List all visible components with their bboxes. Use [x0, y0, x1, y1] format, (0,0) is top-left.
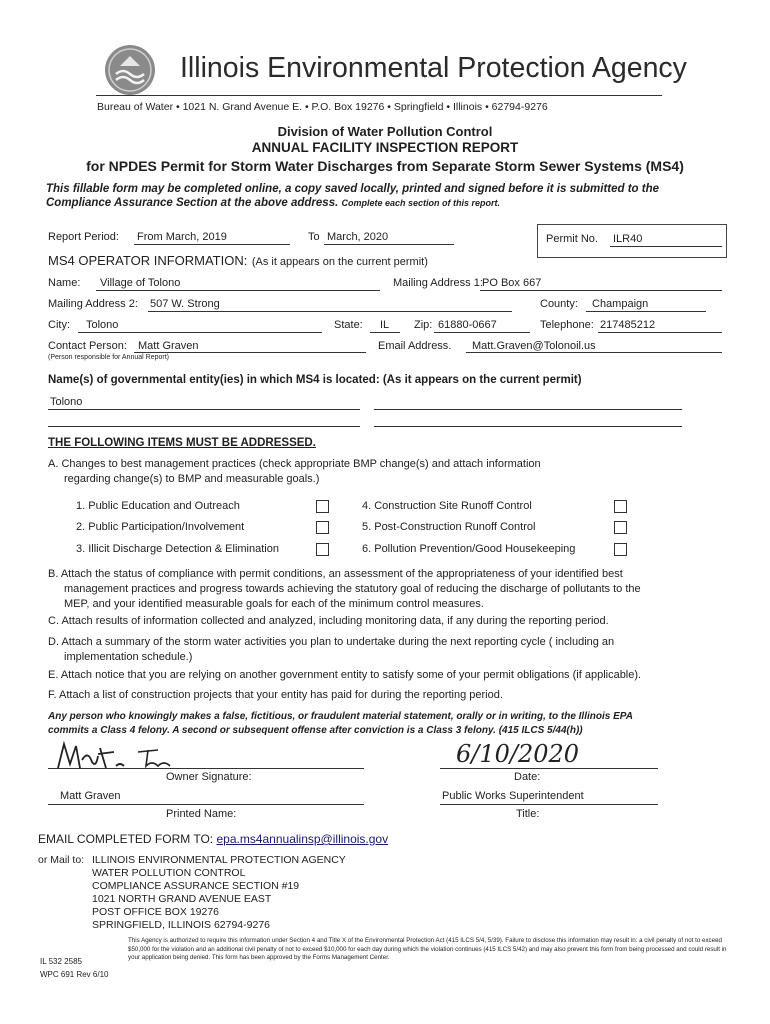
county-value[interactable]: Champaign [592, 298, 649, 310]
mail-address-line-1: ILLINOIS ENVIRONMENTAL PROTECTION AGENCY [92, 854, 346, 866]
telephone-label: Telephone: [540, 319, 594, 331]
permit-number[interactable]: ILR40 [613, 233, 643, 245]
items-heading: THE FOLLOWING ITEMS MUST BE ADDRESSED. [48, 437, 316, 449]
permit-label: Permit No. [546, 233, 598, 245]
report-period-to[interactable]: March, 2020 [327, 231, 389, 243]
mailing-address-2-value[interactable]: 507 W. Strong [150, 298, 220, 310]
bmp-checkbox-1[interactable] [316, 500, 329, 513]
contact-label: Contact Person: [48, 340, 127, 352]
bmp-item-4: 4. Construction Site Runoff Control [362, 500, 532, 512]
item-b-line3: MEP, and your identified measurable goals for each of the minimum control measures. [64, 598, 484, 610]
warning-line1: Any person who knowingly makes a false, fictitious, or fraudulent material statement, orally or in writing, to the Illinois EPA [48, 711, 633, 722]
mail-to-label: or Mail to: [38, 854, 85, 866]
name-label: Name: [48, 277, 81, 289]
bmp-checkbox-5[interactable] [614, 521, 627, 534]
zip-label: Zip: [414, 319, 433, 331]
contact-note: (Person responsible for Annual Report) [48, 354, 170, 361]
bmp-item-2: 2. Public Participation/Involvement [76, 521, 245, 533]
agency-address: Bureau of Water • 1021 N. Grand Avenue E. • P.O. Box 19276 • Springfield • Illinois • 62794-9276 [97, 101, 548, 113]
form-title-3: for NPDES Permit for Storm Water Discharges from Separate Storm Sewer Systems (MS4) [86, 158, 684, 174]
bmp-item-1: 1. Public Education and Outreach [76, 500, 240, 512]
bmp-item-5: 5. Post-Construction Runoff Control [362, 521, 536, 533]
mail-address-line-6: SPRINGFIELD, ILLINOIS 62794-9276 [92, 919, 271, 931]
form-title-2: ANNUAL FACILITY INSPECTION REPORT [251, 140, 519, 155]
report-period-label: Report Period: [48, 231, 119, 243]
form-title-1: Division of Water Pollution Control [277, 124, 493, 139]
county-label: County: [540, 298, 578, 310]
name-value[interactable]: Village of Tolono [100, 277, 181, 289]
item-c: C. Attach results of information collected and analyzed, including monitoring data, if any during the reporting period. [48, 615, 609, 627]
form-id-2: WPC 691 Rev 6/10 [40, 970, 109, 979]
bmp-checkbox-3[interactable] [316, 543, 329, 556]
printed-name-label: Printed Name: [166, 808, 237, 820]
city-label: City: [48, 319, 70, 331]
state-value[interactable]: IL [380, 319, 390, 331]
email-label: Email Address. [378, 340, 452, 352]
mail-address-line-3: COMPLIANCE ASSURANCE SECTION #19 [92, 880, 300, 892]
mail-address-line-2: WATER POLLUTION CONTROL [92, 867, 246, 879]
mail-address-line-5: POST OFFICE BOX 19276 [92, 906, 220, 918]
bmp-item-6: 6. Pollution Prevention/Good Housekeeping [362, 543, 576, 555]
item-d-line1: D. Attach a summary of the storm water activities you plan to undertake during the next reporting cycle ( including an [48, 636, 615, 648]
report-period-to-label: To [308, 231, 320, 243]
agency-name: Illinois Environmental Protection Agency [180, 52, 687, 84]
city-value[interactable]: Tolono [86, 319, 119, 331]
submission-email-link[interactable]: epa.ms4annualinsp@illinois.gov [216, 832, 389, 846]
bmp-checkbox-6[interactable] [614, 543, 627, 556]
intro-text: This fillable form may be completed online, a copy saved locally, printed and signed before it is submitted to the Compliance Assurance Section at the above address. Complete each section of this report. [46, 183, 660, 209]
legal-notice: This Agency is authorized to require this information under Section 4 and Title X of the Environmental Protection Act (415 ILCS 5/4, 5/39). Failure to disclose this information may result in: a civil penalty of not to exceed $50,000 for the violation and an additional civil penalty of not to exceed $10,000 for each day during which the violation continues (415 ILCS 5/42) and may also prevent this form from being processed and could result in your application being denied. This form has been approved by the Forms Management Center. [128, 937, 727, 962]
bmp-checkbox-4[interactable] [614, 500, 627, 513]
email-value[interactable]: Matt.Graven@Tolonoil.us [472, 340, 596, 352]
signature-date[interactable]: 6/10/2020 [456, 740, 580, 768]
date-label: Date: [514, 771, 541, 783]
item-d-line2: implementation schedule.) [64, 651, 193, 663]
report-period-from[interactable]: From March, 2019 [137, 231, 227, 243]
item-a-line1: A. Changes to best management practices (check appropriate BMP change(s) and attach information [48, 458, 541, 470]
warning-line2: commits a Class 4 felony. A second or subsequent offense after conviction is a Class 3 felony. (415 ILCS 5/44(h)) [48, 725, 583, 736]
bmp-item-3: 3. Illicit Discharge Detection & Elimination [76, 543, 279, 555]
printed-name-value[interactable]: Matt Graven [60, 790, 121, 802]
mail-address-line-4: 1021 NORTH GRAND AVENUE EAST [92, 893, 272, 905]
mailing-address-1-label: Mailing Address 1: [393, 277, 483, 289]
owner-signature-label: Owner Signature: [166, 771, 252, 783]
title-label: Title: [516, 808, 540, 820]
bmp-checkbox-2[interactable] [316, 521, 329, 534]
zip-value[interactable]: 61880-0667 [438, 319, 497, 331]
mailing-address-1-value[interactable]: PO Box 667 [482, 277, 542, 289]
mailing-address-2-label: Mailing Address 2: [48, 298, 138, 310]
telephone-value[interactable]: 217485212 [600, 319, 656, 331]
agency-logo-icon [104, 44, 156, 96]
operator-heading: MS4 OPERATOR INFORMATION: (As it appears on the current permit) [48, 253, 428, 268]
entities-value[interactable]: Tolono [50, 396, 83, 408]
item-f: F. Attach a list of construction projects that your entity has paid for during the reporting period. [48, 689, 503, 701]
contact-value[interactable]: Matt Graven [138, 340, 199, 352]
entities-heading: Name(s) of governmental entity(ies) in which MS4 is located: (As it appears on the current permit) [48, 374, 582, 386]
form-id-1: IL 532 2585 [40, 957, 82, 966]
item-b-line1: B. Attach the status of compliance with permit conditions, an assessment of the appropriateness of your identified best [48, 568, 623, 580]
item-b-line2: management practices and progress towards achieving the statutory goal of reducing the discharge of pollutants to the [64, 583, 641, 595]
item-a-line2: regarding change(s) to BMP and measurable goals.) [64, 473, 320, 485]
item-e: E. Attach notice that you are relying on another government entity to satisfy some of your permit obligations (if applicable). [48, 669, 642, 681]
title-value[interactable]: Public Works Superintendent [442, 790, 584, 802]
email-completed-form: EMAIL COMPLETED FORM TO: epa.ms4annualinsp@illinois.gov [38, 832, 389, 846]
state-label: State: [334, 319, 363, 331]
